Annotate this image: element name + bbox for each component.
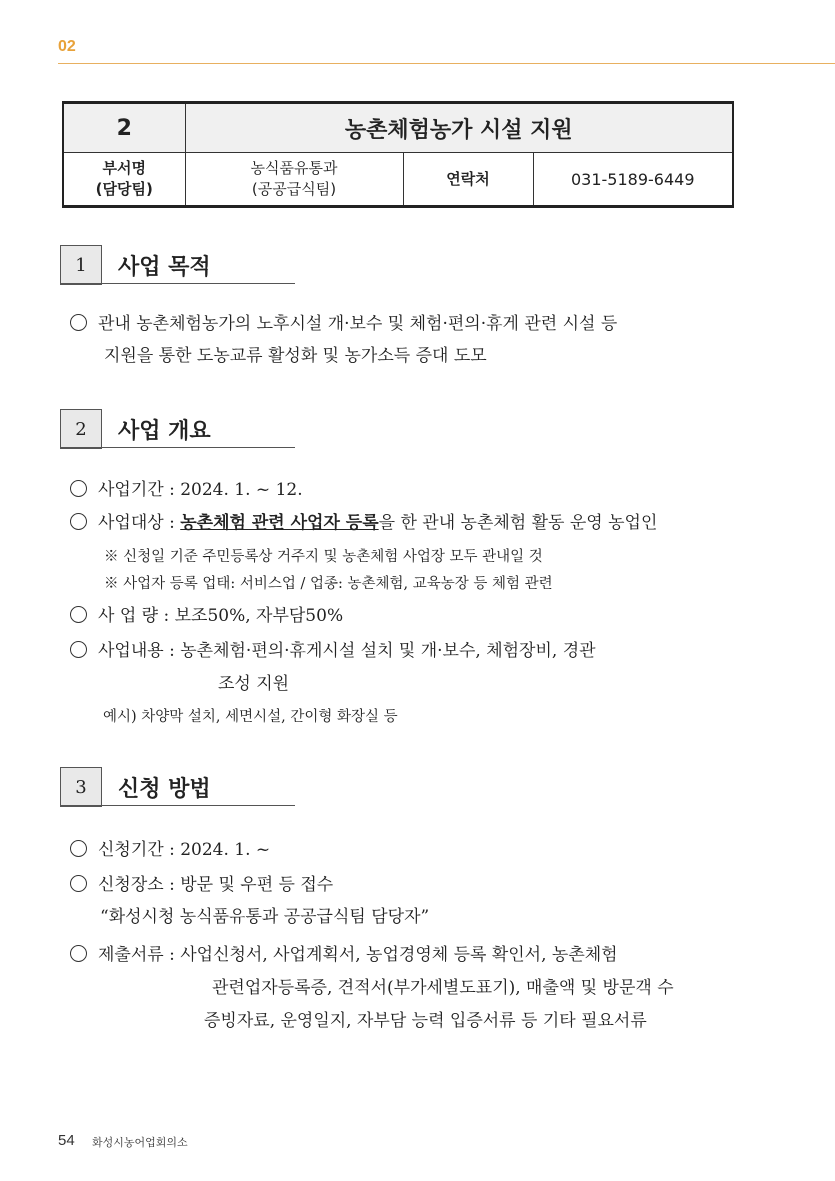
circle-bullet-icon	[70, 513, 87, 530]
note: ※ 신청일 기준 주민등록상 거주지 및 농촌체험 사업장 모두 관내일 것	[104, 549, 543, 565]
overview-target: 사업대상 : 농촌체험 관련 사업자 등록을 한 관내 농촌체험 활동 운영 농업인	[70, 508, 657, 533]
section-title: 사업 개요	[118, 419, 211, 444]
circle-bullet-icon	[70, 875, 87, 892]
circle-bullet-icon	[70, 641, 87, 658]
purpose-line: 지원을 통한 도농교류 활성화 및 농가소득 증대 도모	[104, 346, 487, 366]
circle-bullet-icon	[70, 606, 87, 623]
overview-example: 예시) 차양막 설치, 세면시설, 간이형 화장실 등	[103, 709, 398, 725]
note: ※ 사업자 등록 업태: 서비스업 / 업종: 농촌체험, 교육농장 등 체험 관련	[104, 576, 553, 592]
section-number: 2	[60, 409, 102, 449]
overview-content: 사업내용 : 농촌체험·편의·휴게시설 설치 및 개·보수, 체험장비, 경관	[70, 636, 596, 661]
apply-period: 신청기간 : 2024. 1. ~	[70, 835, 270, 860]
overview-content-cont: 조성 지원	[218, 674, 290, 694]
dept-label-line1: 부서명	[102, 159, 146, 177]
target-highlight: 농촌체험 관련 사업자 등록	[180, 513, 379, 533]
apply-place-detail: “화성시청 농식품유통과 공공급식팀 담당자”	[100, 907, 430, 927]
section-underline	[60, 283, 295, 284]
contact-label: 연락처	[403, 153, 533, 207]
chapter-divider	[58, 63, 835, 64]
circle-bullet-icon	[70, 945, 87, 962]
page-number: 54	[58, 1132, 75, 1149]
apply-docs-cont: 증빙자료, 운영일지, 자부담 능력 입증서류 등 기타 필요서류	[204, 1011, 647, 1031]
footer-organization: 화성시농어업회의소	[92, 1136, 188, 1149]
section-number: 3	[60, 767, 102, 807]
apply-place: 신청장소 : 방문 및 우편 등 접수	[70, 870, 333, 895]
chapter-number: 02	[58, 38, 76, 55]
section-title: 신청 방법	[118, 777, 211, 802]
circle-bullet-icon	[70, 840, 87, 857]
contact-value: 031-5189-6449	[533, 153, 733, 207]
apply-docs: 제출서류 : 사업신청서, 사업계획서, 농업경영체 등록 확인서, 농촌체험	[70, 940, 618, 965]
dept-value-line2: (공공급식팀)	[251, 180, 337, 198]
program-info-table	[62, 101, 734, 208]
overview-period: 사업기간 : 2024. 1. ~ 12.	[70, 475, 303, 500]
section-number: 1	[60, 245, 102, 285]
overview-amount: 사 업 량 : 보조50%, 자부담50%	[70, 601, 343, 626]
dept-label-line2: (담당팀)	[95, 180, 153, 198]
purpose-line: 관내 농촌체험농가의 노후시설 개·보수 및 체험·편의·휴게 관련 시설 등	[70, 309, 617, 334]
dept-label	[63, 153, 185, 207]
apply-docs-cont: 관련업자등록증, 견적서(부가세별도표기), 매출액 및 방문객 수	[212, 978, 674, 998]
section-title: 사업 목적	[118, 255, 211, 280]
dept-value	[185, 153, 403, 207]
section-underline	[60, 805, 295, 806]
circle-bullet-icon	[70, 314, 87, 331]
dept-value-line1: 농식품유통과	[250, 159, 338, 177]
program-number: 2	[63, 103, 185, 153]
section-underline	[60, 447, 295, 448]
circle-bullet-icon	[70, 480, 87, 497]
program-title: 농촌체험농가 시설 지원	[185, 103, 733, 153]
